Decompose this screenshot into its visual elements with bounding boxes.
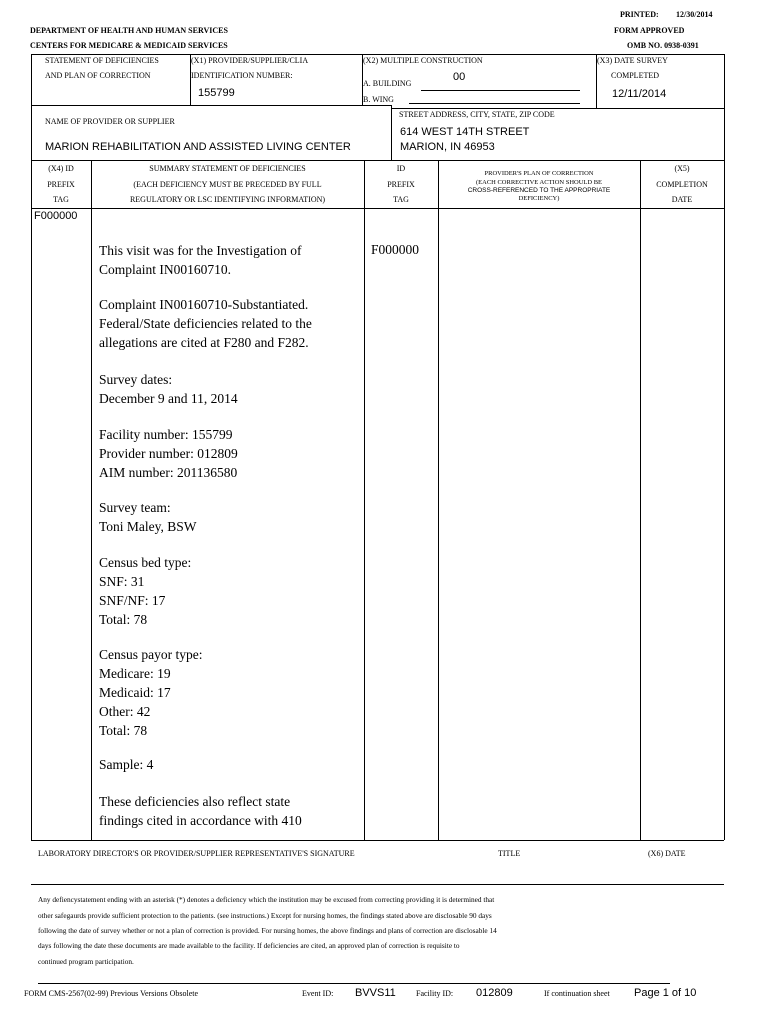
- plan-header-line4: DEFICIENCY): [518, 195, 560, 202]
- summary-header-line2: (EACH DEFICIENCY MUST BE PRECEDED BY FULL: [133, 180, 322, 189]
- x5-header-line2: COMPLETION: [656, 180, 708, 189]
- title-label: TITLE: [498, 849, 521, 858]
- x3-label-line2: COMPLETED: [611, 71, 659, 80]
- plan-prefix-tag: F000000: [371, 242, 420, 257]
- disclaimer-line2: other safegaurds provide sufficient protection to the patients. (see instructions.) Except for nursing homes, the findings stated above are disclosable 90 days: [38, 911, 492, 920]
- disclaimer-line3: following the date of survey whether or not a plan of correction is provided. For nursing homes, the above findings and plans of correction are disclosable 14: [38, 926, 497, 935]
- paragraph-7: Census payor type: Medicare: 19 Medicaid: 17 Other: 42 Total: 78: [99, 647, 203, 738]
- x4-header-line2: PREFIX: [47, 180, 75, 189]
- plan-header-line3: CROSS-REFERENCED TO THE APPROPRIATE: [467, 187, 611, 194]
- statement-label-line2: AND PLAN OF CORRECTION: [45, 71, 151, 80]
- id-header-line3: TAG: [393, 195, 409, 204]
- id-header-line2: PREFIX: [387, 180, 415, 189]
- page-number: Page 1 of 10: [634, 987, 697, 999]
- x1-label-line1: (X1) PROVIDER/SUPPLIER/CLIA: [191, 56, 309, 65]
- facility-id-label: Facility ID:: [416, 989, 454, 998]
- continuation-label: If continuation sheet: [544, 989, 610, 998]
- x2-label: (X2) MULTIPLE CONSTRUCTION: [363, 56, 483, 65]
- summary-header-line3: REGULATORY OR LSC IDENTIFYING INFORMATION): [129, 195, 326, 204]
- wing-label: B. WING: [363, 95, 394, 104]
- provider-name-label: NAME OF PROVIDER OR SUPPLIER: [45, 117, 175, 126]
- survey-completed-date: 12/11/2014: [612, 88, 667, 100]
- form-approved: FORM APPROVED: [614, 26, 685, 35]
- paragraph-2: Complaint IN00160710-Substantiated. Federal/State deficiencies related to the allegations are cited at F280 and F282.: [99, 297, 312, 350]
- printed-date: 12/30/2014: [676, 10, 713, 19]
- x4-header-line1: (X4) ID: [48, 164, 74, 173]
- department-title: DEPARTMENT OF HEALTH AND HUMAN SERVICES: [30, 26, 228, 35]
- printed-label: PRINTED:: [620, 10, 659, 19]
- facility-id-value: 012809: [476, 987, 513, 999]
- x5-header-line1: (X5): [674, 164, 690, 173]
- paragraph-6: Census bed type: SNF: 31 SNF/NF: 17 Total: 78: [99, 555, 192, 627]
- form-number: FORM CMS-2567(02-99) Previous Versions Obsolete: [24, 989, 199, 998]
- disclaimer-line4: days following the date these documents are made available to the facility. If deficiencies are cited, an approved plan of correction is requisite to: [38, 941, 460, 950]
- x3-label-line1: (X3) DATE SURVEY: [597, 56, 668, 65]
- summary-header-line1: SUMMARY STATEMENT OF DEFICIENCIES: [149, 164, 306, 173]
- event-id-value: BVVS11: [355, 987, 396, 999]
- x4-header-line3: TAG: [53, 195, 69, 204]
- address-line1: 614 WEST 14TH STREET: [400, 126, 530, 138]
- deficiency-prefix-tag: F000000: [34, 210, 78, 222]
- paragraph-5: Survey team: Toni Maley, BSW: [99, 500, 197, 534]
- signature-label: LABORATORY DIRECTOR'S OR PROVIDER/SUPPLIER REPRESENTATIVE'S SIGNATURE: [38, 849, 355, 858]
- paragraph-8: Sample: 4: [99, 757, 154, 772]
- address-label: STREET ADDRESS, CITY, STATE, ZIP CODE: [399, 110, 555, 119]
- omb-number: OMB NO. 0938-0391: [627, 41, 699, 50]
- x5-header-line3: DATE: [671, 195, 693, 204]
- building-value: 00: [453, 71, 466, 83]
- address-line2: MARION, IN 46953: [400, 141, 495, 153]
- provider-name-value: MARION REHABILITATION AND ASSISTED LIVING CENTER: [45, 141, 351, 153]
- disclaimer-line1: Any defiencystatement ending with an asterisk (*) denotes a deficiency which the institution may be excused from correcting providing it is determined that: [38, 895, 495, 904]
- plan-header-line1: PROVIDER'S PLAN OF CORRECTION: [484, 170, 594, 177]
- paragraph-3: Survey dates: December 9 and 11, 2014: [99, 372, 238, 406]
- paragraph-9: These deficiencies also reflect state findings cited in accordance with 410: [99, 794, 302, 828]
- paragraph-4: Facility number: 155799 Provider number: 012809 AIM number: 201136580: [99, 427, 238, 480]
- plan-header-line2: (EACH CORRECTIVE ACTION SHOULD BE: [475, 179, 603, 186]
- id-header-line1: ID: [396, 164, 406, 173]
- building-label: A. BUILDING: [363, 79, 412, 88]
- provider-id-value: 155799: [198, 87, 235, 99]
- x1-label-line2: IDENTIFICATION NUMBER:: [191, 71, 293, 80]
- centers-title: CENTERS FOR MEDICARE & MEDICAID SERVICES: [30, 41, 228, 50]
- x6-date-label: (X6) DATE: [648, 849, 686, 858]
- disclaimer-line5: continued program participation.: [38, 957, 134, 966]
- paragraph-1: This visit was for the Investigation of Complaint IN00160710.: [99, 243, 302, 277]
- statement-label-line1: STATEMENT OF DEFICIENCIES: [45, 56, 159, 65]
- event-id-label: Event ID:: [302, 989, 334, 998]
